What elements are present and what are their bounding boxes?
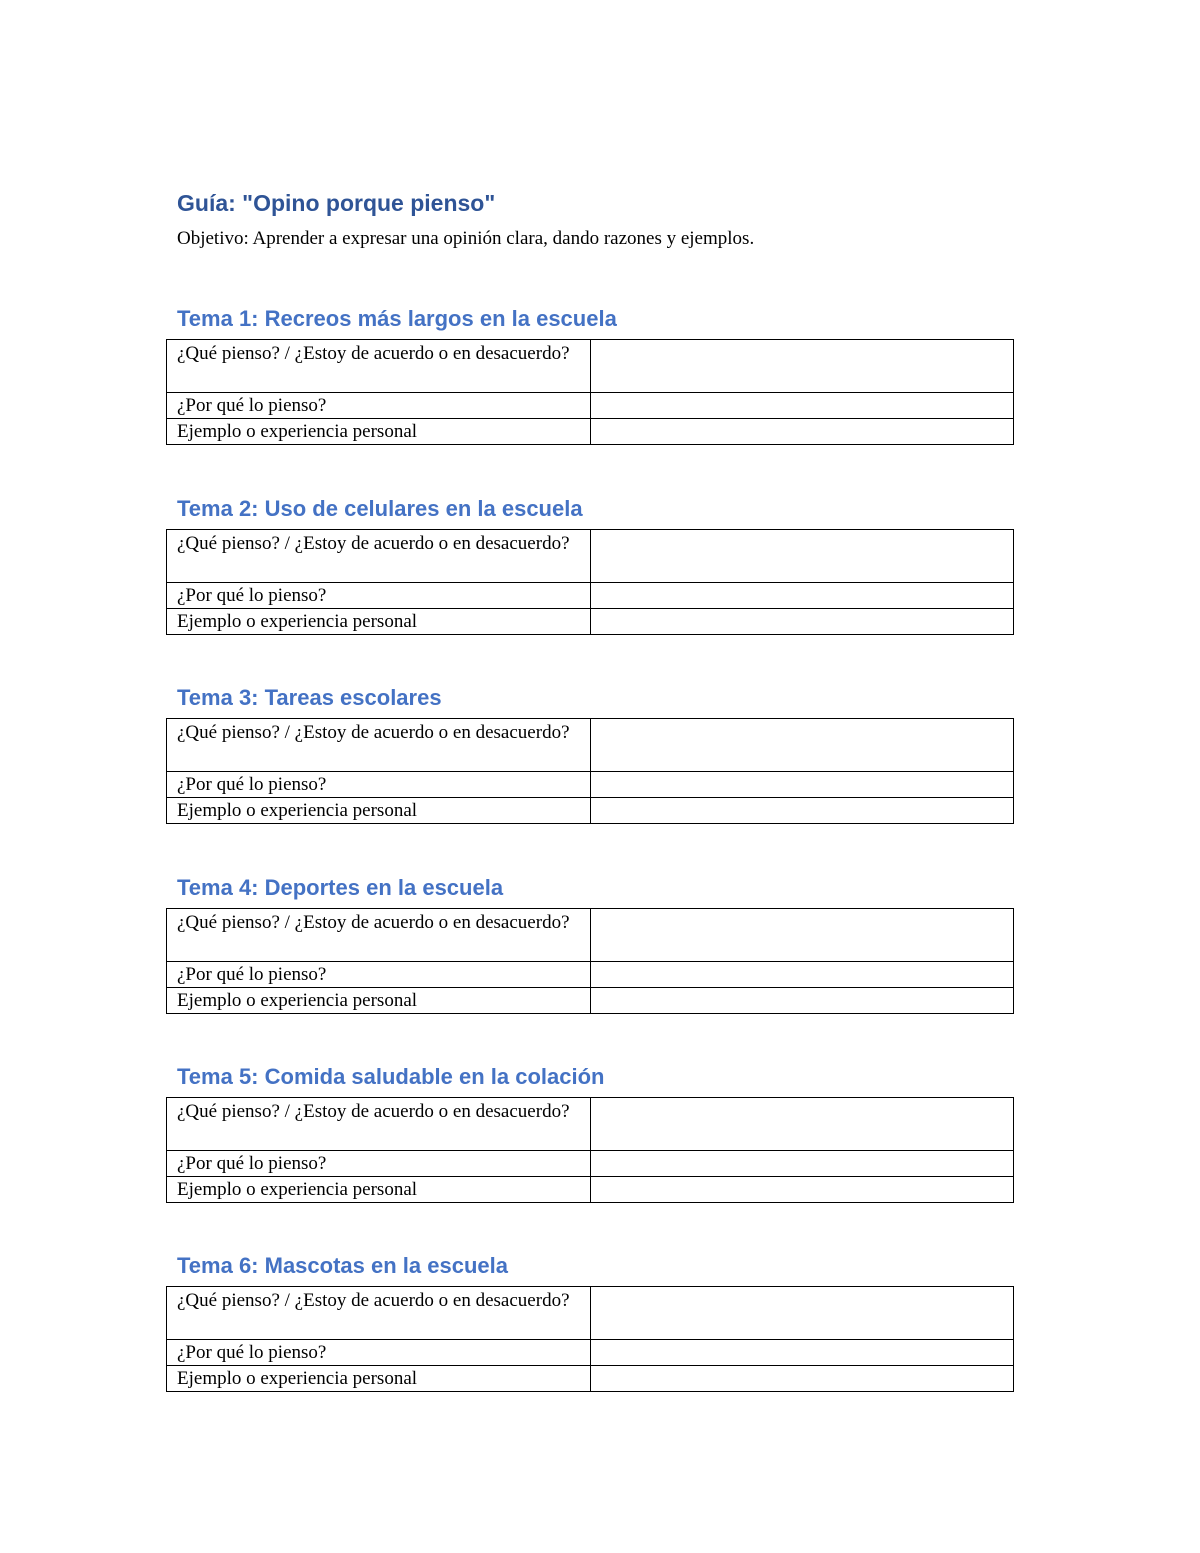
topic-heading: Tema 1: Recreos más largos en la escuela: [177, 306, 617, 331]
prompt-cell: ¿Qué pienso? / ¿Estoy de acuerdo o en desacuerdo?: [167, 719, 591, 772]
document-title: Guía: "Opino porque pienso": [177, 190, 496, 216]
table-row: [167, 530, 1014, 583]
table-row: [167, 1287, 1014, 1340]
prompt-cell: ¿Por qué lo pienso?: [167, 583, 591, 609]
topic-table: [166, 339, 1014, 445]
topic-section-6: [166, 1252, 1014, 1392]
table-row: [167, 1177, 1014, 1203]
prompt-cell: Ejemplo o experiencia personal: [167, 609, 591, 635]
prompt-cell: ¿Por qué lo pienso?: [167, 962, 591, 988]
answer-cell[interactable]: [591, 719, 1014, 772]
answer-cell[interactable]: [591, 962, 1014, 988]
topic-heading: Tema 2: Uso de celulares en la escuela: [177, 496, 583, 521]
table-row: [167, 419, 1014, 445]
table-row: [167, 1366, 1014, 1392]
prompt-cell: ¿Por qué lo pienso?: [167, 772, 591, 798]
answer-cell[interactable]: [591, 1366, 1014, 1392]
topic-table: [166, 718, 1014, 824]
table-row: [167, 719, 1014, 772]
table-row: [167, 772, 1014, 798]
answer-cell[interactable]: [591, 340, 1014, 393]
table-row: [167, 909, 1014, 962]
table-row: [167, 609, 1014, 635]
prompt-cell: Ejemplo o experiencia personal: [167, 798, 591, 824]
prompt-cell: Ejemplo o experiencia personal: [167, 988, 591, 1014]
answer-cell[interactable]: [591, 1340, 1014, 1366]
answer-cell[interactable]: [591, 530, 1014, 583]
topic-heading: Tema 6: Mascotas en la escuela: [177, 1253, 508, 1278]
topic-heading: Tema 4: Deportes en la escuela: [177, 875, 504, 900]
prompt-cell: ¿Por qué lo pienso?: [167, 1340, 591, 1366]
prompt-cell: Ejemplo o experiencia personal: [167, 1177, 591, 1203]
topic-table: [166, 1286, 1014, 1392]
prompt-cell: ¿Por qué lo pienso?: [167, 393, 591, 419]
answer-cell[interactable]: [591, 798, 1014, 824]
prompt-cell: ¿Qué pienso? / ¿Estoy de acuerdo o en desacuerdo?: [167, 909, 591, 962]
answer-cell[interactable]: [591, 1287, 1014, 1340]
prompt-cell: ¿Qué pienso? / ¿Estoy de acuerdo o en desacuerdo?: [167, 1098, 591, 1151]
answer-cell[interactable]: [591, 583, 1014, 609]
topic-heading: Tema 3: Tareas escolares: [177, 685, 442, 710]
answer-cell[interactable]: [591, 393, 1014, 419]
topic-table: [166, 1097, 1014, 1203]
answer-cell[interactable]: [591, 1151, 1014, 1177]
answer-cell[interactable]: [591, 988, 1014, 1014]
table-row: [167, 1340, 1014, 1366]
topic-section-2: [166, 495, 1014, 635]
table-row: [167, 798, 1014, 824]
table-row: [167, 962, 1014, 988]
table-row: [167, 1151, 1014, 1177]
prompt-cell: Ejemplo o experiencia personal: [167, 419, 591, 445]
answer-cell[interactable]: [591, 772, 1014, 798]
table-row: [167, 1098, 1014, 1151]
prompt-cell: ¿Qué pienso? / ¿Estoy de acuerdo o en desacuerdo?: [167, 1287, 591, 1340]
answer-cell[interactable]: [591, 609, 1014, 635]
prompt-cell: ¿Qué pienso? / ¿Estoy de acuerdo o en desacuerdo?: [167, 340, 591, 393]
prompt-cell: ¿Qué pienso? / ¿Estoy de acuerdo o en desacuerdo?: [167, 530, 591, 583]
topic-section-4: [166, 874, 1014, 1014]
topic-table: [166, 529, 1014, 635]
answer-cell[interactable]: [591, 1098, 1014, 1151]
objective-text: Objetivo: Aprender a expresar una opinión clara, dando razones y ejemplos.: [177, 228, 755, 249]
prompt-cell: Ejemplo o experiencia personal: [167, 1366, 591, 1392]
topic-section-3: [166, 684, 1014, 824]
table-row: [167, 583, 1014, 609]
table-row: [167, 393, 1014, 419]
answer-cell[interactable]: [591, 1177, 1014, 1203]
table-row: [167, 340, 1014, 393]
table-row: [167, 988, 1014, 1014]
answer-cell[interactable]: [591, 419, 1014, 445]
topic-heading: Tema 5: Comida saludable en la colación: [177, 1064, 605, 1089]
prompt-cell: ¿Por qué lo pienso?: [167, 1151, 591, 1177]
topic-section-5: [166, 1063, 1014, 1203]
topic-table: [166, 908, 1014, 1014]
topic-section-1: [166, 305, 1014, 445]
answer-cell[interactable]: [591, 909, 1014, 962]
